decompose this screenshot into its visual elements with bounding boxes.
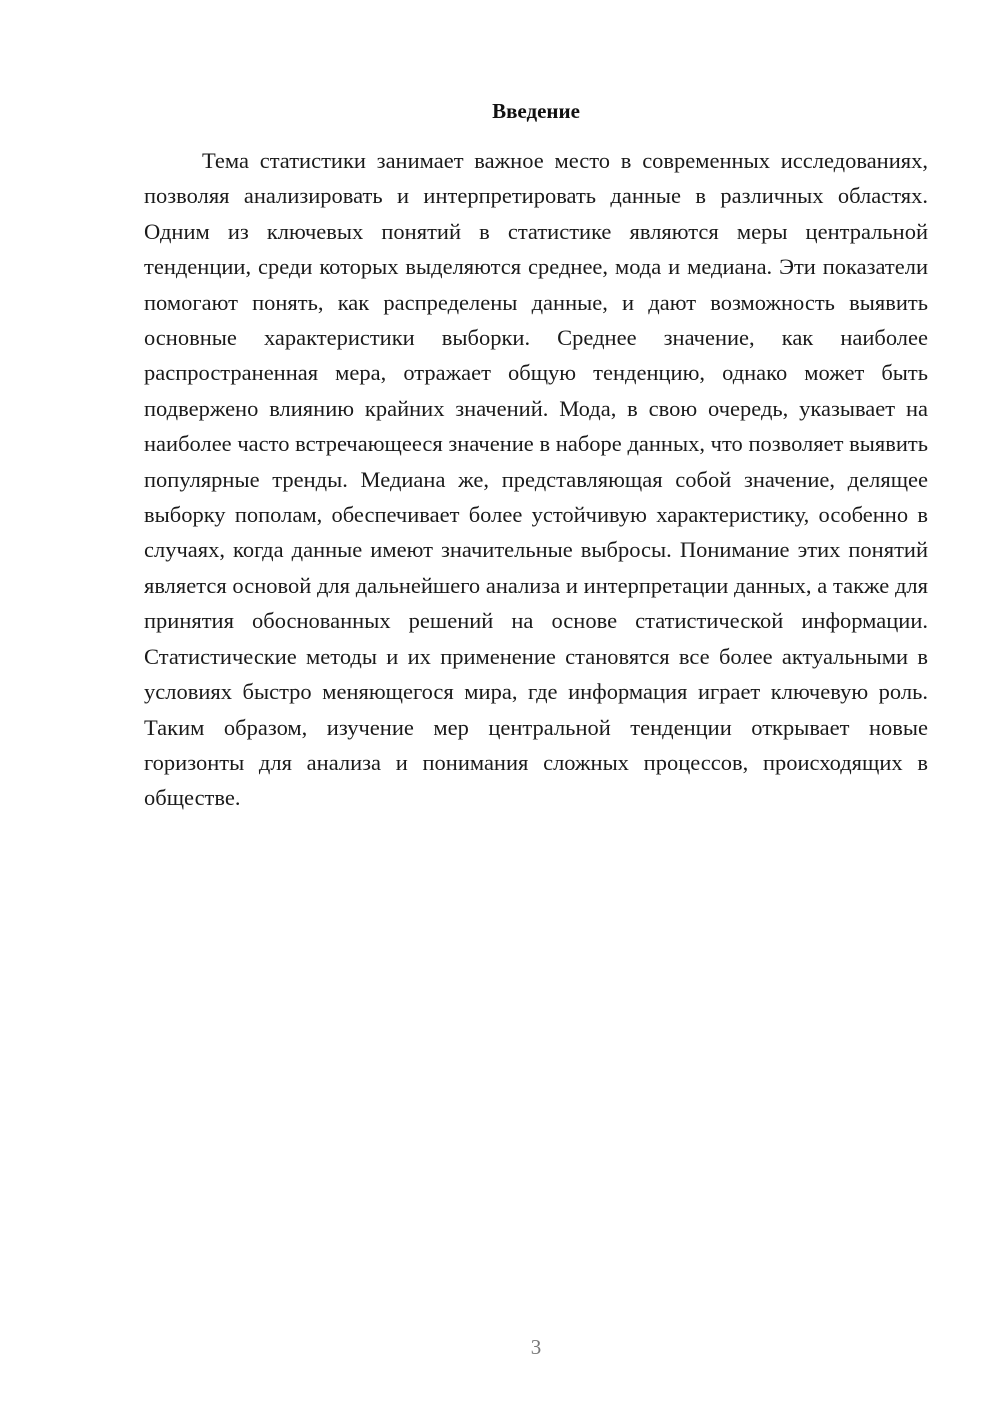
body-paragraph: Тема статистики занимает важное место в современных исследованиях, позволяя анализировать и интерпретировать данные в различных областях. Одним из ключевых понятий в статистике являются меры центральной тенденции, среди которых выделяются среднее, мода и медиана. Эти показатели помогают понять, как распределены данные, и дают возможность выявить основные характеристики выборки. Среднее значение, как наиболее распространенная мера, отражает общую тенденцию, однако может быть подвержено влиянию крайних значений. Мода, в свою очередь, указывает на наиболее часто встречающееся значение в наборе данных, что позволяет выявить популярные тренды. Медиана же, представляющая собой значение, делящее выборку пополам, обеспечивает более устойчивую характеристику, особенно в случаях, когда данные имеют значительные выбросы. Понимание этих понятий является основой для дальнейшего анализа и интерпретации данных, а также для принятия обоснованных решений на основе статистической информации. Статистические методы и их применение становятся все более актуальными в условиях быстро меняющегося мира, где информация играет ключевую роль. Таким образом, изучение мер центральной тенденции открывает новые горизонты для анализа и понимания сложных процессов, происходящих в обществе. (144, 148, 928, 811)
page-number: 3 (530, 1335, 542, 1359)
section-title: Введение (492, 99, 580, 123)
